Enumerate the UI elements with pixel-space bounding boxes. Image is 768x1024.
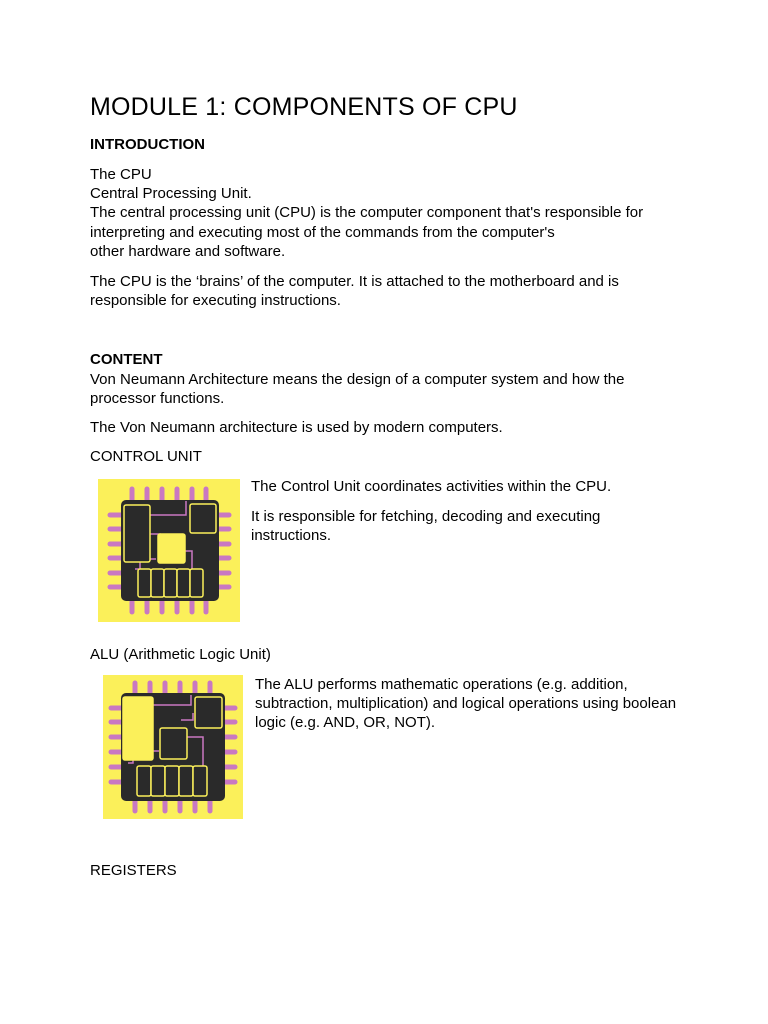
paragraph-line: The CPU is the ‘brains’ of the computer. It is attached to the motherboard and is bbox=[90, 273, 619, 290]
intro-line: The central processing unit (CPU) is the computer component that's responsible for bbox=[90, 204, 644, 222]
registers-heading: REGISTERS bbox=[90, 862, 177, 879]
paragraph-line: Von Neumann Architecture means the design of a computer system and how the bbox=[90, 371, 625, 388]
paragraph-line: processor functions. bbox=[90, 390, 225, 408]
page-title: MODULE 1: COMPONENTS OF CPU bbox=[90, 93, 518, 121]
introduction-paragraph bbox=[90, 165, 643, 261]
intro-line: interpreting and executing most of the commands from the computer's bbox=[90, 223, 555, 241]
paragraph-line: logic (e.g. AND, OR, NOT). bbox=[255, 714, 436, 732]
von-neumann-paragraph bbox=[90, 370, 624, 408]
introduction-heading: INTRODUCTION bbox=[90, 136, 205, 153]
control-unit-text: The Control Unit coordinates activities within the CPU. bbox=[251, 478, 612, 495]
intro-line: other hardware and software. bbox=[90, 242, 286, 260]
paragraph-line: responsible for executing instructions. bbox=[90, 292, 341, 310]
cpu-chip-icon bbox=[103, 675, 243, 819]
paragraph-line: The ALU performs mathematic operations (e.g. addition, bbox=[255, 676, 628, 693]
cpu-brains-paragraph bbox=[90, 272, 619, 310]
content-heading: CONTENT bbox=[90, 351, 163, 368]
paragraph-line: It is responsible for fetching, decoding and executing bbox=[251, 508, 601, 525]
control-unit-description bbox=[251, 507, 600, 545]
alu-heading: ALU (Arithmetic Logic Unit) bbox=[90, 646, 271, 663]
intro-line: Central Processing Unit. bbox=[90, 185, 252, 203]
paragraph-line: subtraction, multiplication) and logical operations using boolean bbox=[255, 695, 677, 713]
control-unit-heading: CONTROL UNIT bbox=[90, 448, 202, 465]
modern-computers-paragraph: The Von Neumann architecture is used by modern computers. bbox=[90, 419, 503, 436]
cpu-chip-icon bbox=[98, 479, 240, 622]
paragraph-line: instructions. bbox=[251, 527, 332, 545]
alu-description bbox=[255, 675, 676, 733]
intro-line: The CPU bbox=[90, 166, 152, 183]
